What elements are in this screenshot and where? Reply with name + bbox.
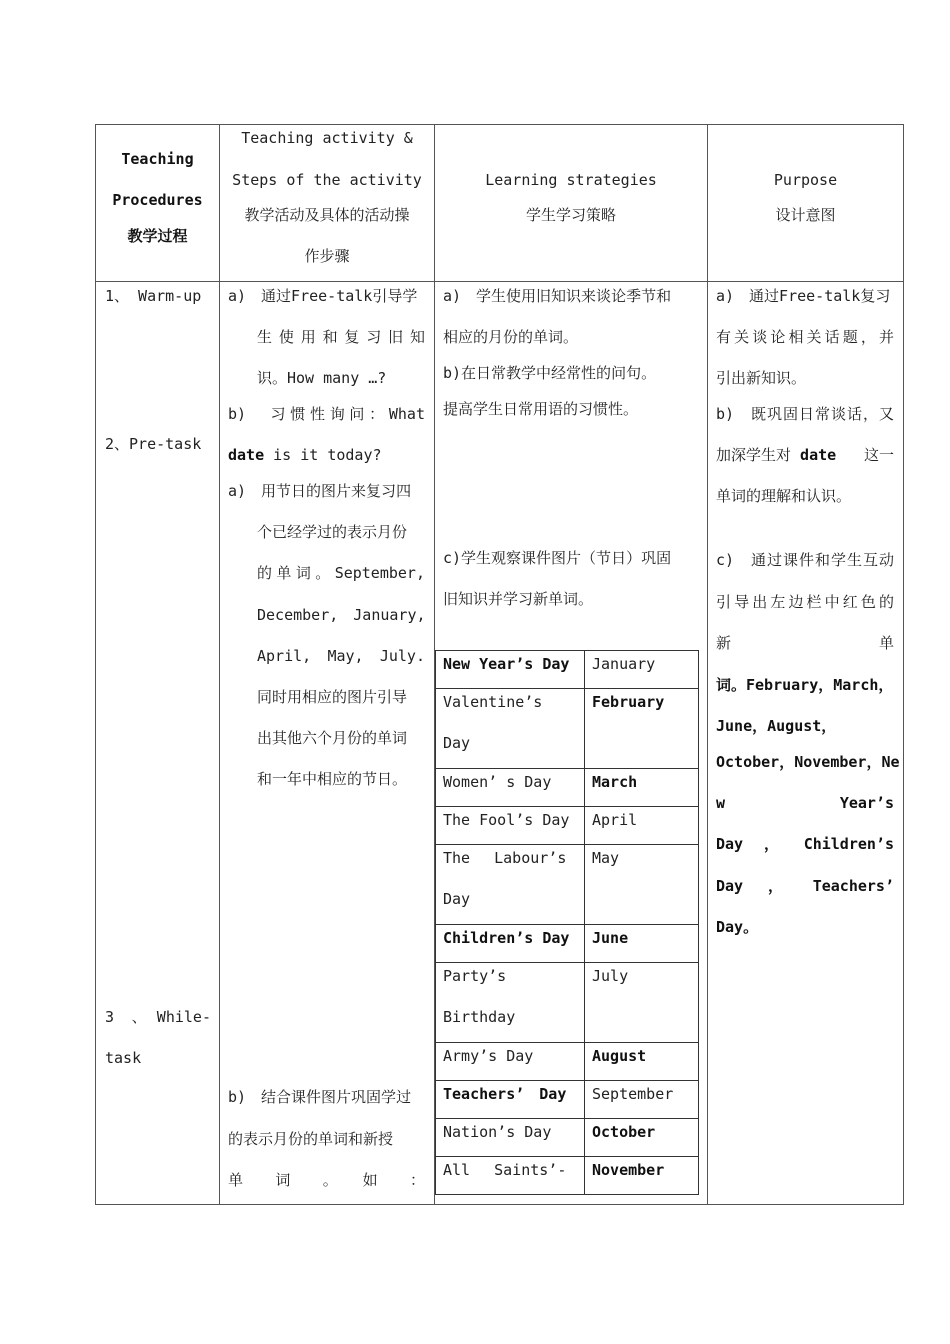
purpose-line: c) 通过课件和学生互动 xyxy=(716,551,894,569)
strategy-line: 提高学生日常用语的习惯性。 xyxy=(443,400,639,418)
purpose-text: w xyxy=(716,794,726,812)
festival-name: Army’s Day xyxy=(443,1047,534,1065)
purpose-line: October，November，Ne xyxy=(716,753,900,771)
festival-table-right-border xyxy=(698,650,699,1194)
month-name: February xyxy=(592,693,665,711)
strategy-line: a) 学生使用旧知识来谈论季节和 xyxy=(443,287,672,305)
festival-name: All Saints’- xyxy=(443,1161,567,1179)
purpose-text: Day xyxy=(716,877,744,895)
purpose-line: 单词的理解和认识。 xyxy=(716,487,852,505)
month-name: May xyxy=(592,849,620,867)
festival-table-left-border xyxy=(435,650,436,1194)
purpose-text: ， xyxy=(764,835,780,853)
purpose-line: 引导出左边栏中红色的 xyxy=(716,593,894,611)
header-col3-line2: 学生学习策略 xyxy=(525,206,616,224)
month-name: June xyxy=(592,929,629,947)
table-header-divider xyxy=(95,281,904,282)
festival-name: Birthday xyxy=(443,1008,516,1026)
festival-row xyxy=(435,768,699,806)
purpose-line xyxy=(716,793,894,813)
activity-line xyxy=(228,445,382,465)
festival-row xyxy=(435,650,699,688)
header-col3-line1: Learning strategies xyxy=(485,171,657,189)
strategy-line: 旧知识并学习新单词。 xyxy=(443,590,594,608)
purpose-line xyxy=(716,633,894,653)
festival-row xyxy=(435,1118,699,1156)
festival-table-col-divider xyxy=(584,650,585,1194)
header-col1-line3: 教学过程 xyxy=(127,227,188,245)
purpose-text: Day xyxy=(716,835,744,853)
festival-name: Valentine’s xyxy=(443,693,543,711)
header-col2-line2: Steps of the activity xyxy=(232,171,422,189)
month-name: November xyxy=(592,1161,665,1179)
activity-line: 识。How many …? xyxy=(257,369,387,387)
step-whiletask-line2: task xyxy=(105,1049,142,1067)
activity-line: 单 词 。 如 ： xyxy=(228,1171,425,1189)
purpose-line xyxy=(716,834,894,854)
activity-line: 生使用和复习旧知 xyxy=(257,328,425,346)
activity-line: 同时用相应的图片引导 xyxy=(257,688,408,706)
keyword-date: date xyxy=(800,446,837,464)
activity-line: 出其他六个月份的单词 xyxy=(257,729,408,747)
festival-name: New Year’s Day xyxy=(443,655,570,673)
activity-line: 个已经学过的表示月份 xyxy=(257,523,408,541)
festival-table-row-border xyxy=(435,1194,699,1195)
strategy-line: b)在日常教学中经常性的问句。 xyxy=(443,364,657,382)
festival-name: Women’ s Day xyxy=(443,773,552,791)
purpose-text: Children’s xyxy=(803,835,894,853)
activity-line: a) 通过Free-talk引导学 xyxy=(228,287,418,305)
purpose-line: 有关谈论相关话题，并 xyxy=(716,328,894,346)
header-col2-line4: 作步骤 xyxy=(304,247,350,265)
festival-row xyxy=(435,806,699,844)
activity-line: 的单词。September, xyxy=(257,564,425,582)
table-col-divider-3 xyxy=(707,124,708,1205)
header-col1-line1: Teaching xyxy=(121,150,194,168)
festival-name: The Fool’s Day xyxy=(443,811,570,829)
header-col4-line1: Purpose xyxy=(773,171,838,189)
festival-name: Children’s Day xyxy=(443,929,570,947)
step-warmup: 1、 Warm-up xyxy=(105,287,202,305)
purpose-text: Teachers’ xyxy=(812,877,894,895)
header-col2-line1: Teaching activity & xyxy=(241,129,413,147)
purpose-text: 加深学生对 xyxy=(716,446,792,464)
month-name: October xyxy=(592,1123,656,1141)
festival-name: Party’s xyxy=(443,967,507,985)
purpose-line: 引出新知识。 xyxy=(716,369,807,387)
keyword-date: date xyxy=(228,446,265,464)
step-whiletask-line1: 3 、 While- xyxy=(105,1008,211,1026)
festival-name: Day xyxy=(443,734,471,752)
activity-line: 和一年中相应的节日。 xyxy=(257,770,408,788)
purpose-text: 这一 xyxy=(863,446,894,464)
month-name: July xyxy=(592,967,629,985)
purpose-text: 新 xyxy=(716,634,732,652)
table-border-left xyxy=(95,124,96,1205)
festival-row xyxy=(435,1156,699,1194)
step-pretask: 2、Pre-task xyxy=(105,435,202,453)
strategy-line: c)学生观察课件图片（节日）巩固 xyxy=(443,549,672,567)
month-name: August xyxy=(592,1047,647,1065)
header-col4-line2: 设计意图 xyxy=(775,206,836,224)
festival-row xyxy=(435,962,699,1042)
festival-name: The Labour’s xyxy=(443,849,567,867)
festival-row xyxy=(435,1080,699,1118)
purpose-text: Year’s xyxy=(839,794,894,812)
activity-text: is it today? xyxy=(264,446,382,464)
month-name: January xyxy=(592,655,656,673)
strategy-line: 相应的月份的单词。 xyxy=(443,328,579,346)
header-col2-line3: 教学活动及具体的活动操 xyxy=(244,206,410,224)
table-border-bottom xyxy=(95,1204,904,1205)
purpose-text: 单 xyxy=(878,634,894,652)
festival-row xyxy=(435,924,699,962)
table-border-top xyxy=(95,124,904,125)
month-name: April xyxy=(592,811,638,829)
activity-line: a) 用节日的图片来复习四 xyxy=(228,482,412,500)
purpose-line xyxy=(716,876,894,896)
purpose-line xyxy=(716,445,894,465)
festival-row xyxy=(435,844,699,924)
purpose-line: 词。February，March， xyxy=(716,676,894,694)
festival-row xyxy=(435,1042,699,1080)
festival-row xyxy=(435,688,699,768)
table-col-divider-1 xyxy=(219,124,220,1205)
purpose-text: ， xyxy=(768,877,784,895)
month-name: September xyxy=(592,1085,674,1103)
festival-name: Nation’s Day xyxy=(443,1123,552,1141)
activity-line: April, May, July. xyxy=(257,647,425,665)
activity-line: 的表示月份的单词和新授 xyxy=(228,1130,394,1148)
purpose-line: Day。 xyxy=(716,918,759,936)
activity-line: b) 结合课件图片巩固学过 xyxy=(228,1088,412,1106)
purpose-line: b) 既巩固日常谈话，又 xyxy=(716,405,894,423)
header-col1-line2: Procedures xyxy=(112,191,203,209)
festival-name: Teachers’ Day xyxy=(443,1085,567,1103)
activity-line: b) 习惯性询问：What xyxy=(228,405,425,423)
purpose-line: a) 通过Free-talk复习 xyxy=(716,287,891,305)
purpose-line: June，August， xyxy=(716,717,837,735)
month-name: March xyxy=(592,773,638,791)
festival-name: Day xyxy=(443,890,471,908)
festival-month-table xyxy=(435,650,699,1198)
table-border-right xyxy=(903,124,904,1205)
activity-line: December, January, xyxy=(257,606,426,624)
